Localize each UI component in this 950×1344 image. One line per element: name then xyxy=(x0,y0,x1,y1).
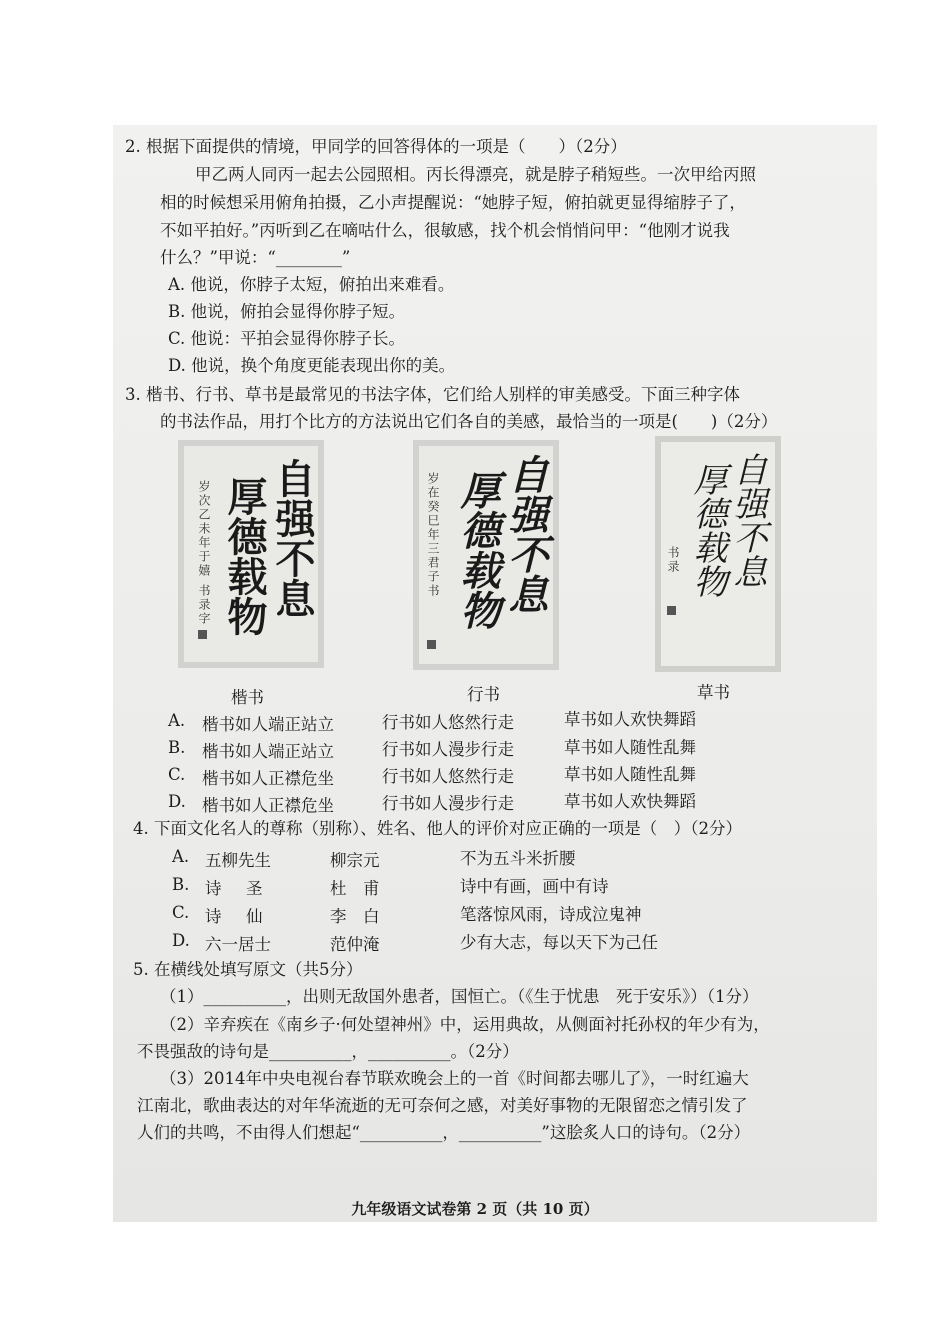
caoshu-col-2: 厚德载物 xyxy=(687,462,727,598)
option-evaluation: 少有大志，每以天下为己任 xyxy=(460,933,658,952)
q3-stem-line2: 的书法作品，用打个比方的方法说出它们各自的美感，最恰当的一项是( )（2分） xyxy=(160,412,778,431)
option-letter: B. xyxy=(168,738,186,757)
option-letter: C. xyxy=(168,765,186,784)
q2-passage-line: 不如平拍好。”丙听到乙在嘀咕什么，很敏感，找个机会悄悄问甲：“他刚才说我 xyxy=(160,221,730,240)
option-kaishu: 楷书如人端正站立 xyxy=(202,715,334,734)
q2-option-b: B. 他说，俯拍会显得你脖子短。 xyxy=(168,302,406,321)
xingshu-col-2: 厚德载物 xyxy=(454,470,501,630)
q5-item-1: （1）__________，出则无敌国外患者，国恒亡。（《生于忧患 死于安乐》）（1分） xyxy=(160,987,759,1006)
page-footer: 九年级语文试卷第 2 页（共 10 页） xyxy=(351,1200,599,1218)
q5-item-3-cont: 人们的共鸣，不由得人们想起“__________，__________”这脍炙人口的诗句。（2分） xyxy=(137,1123,751,1142)
seal-stamp xyxy=(198,630,207,639)
option-title: 五柳先生 xyxy=(205,851,271,870)
option-caoshu: 草书如人随性乱舞 xyxy=(564,765,696,784)
option-evaluation: 诗中有画，画中有诗 xyxy=(460,877,609,896)
q5-item-2-cont: 不畏强敌的诗句是__________，__________。（2分） xyxy=(137,1042,519,1061)
option-letter: B. xyxy=(172,875,190,894)
kaishu-inscription: 岁次乙未年于嬉 书录字 xyxy=(197,480,211,626)
option-kaishu: 楷书如人端正站立 xyxy=(202,742,334,761)
option-letter: D. xyxy=(168,792,186,811)
q2-option-c: C. 他说：平拍会显得你脖子长。 xyxy=(168,329,406,348)
caption-kaishu: 楷书 xyxy=(231,688,264,707)
option-xingshu: 行书如人悠然行走 xyxy=(382,713,514,732)
caption-xingshu: 行书 xyxy=(467,685,500,704)
caoshu-inscription: 书录 xyxy=(666,546,680,574)
calligraphy-kaishu-image xyxy=(178,440,324,668)
option-kaishu: 楷书如人正襟危坐 xyxy=(202,796,334,815)
option-evaluation: 笔落惊风雨，诗成泣鬼神 xyxy=(460,905,642,924)
option-letter: C. xyxy=(172,903,190,922)
option-title: 六一居士 xyxy=(205,935,271,954)
option-letter: D. xyxy=(172,931,190,950)
calligraphy-caoshu-image xyxy=(655,436,781,672)
q5-item-3-cont: 江南北，歌曲表达的对年华流逝的无可奈何之感，对美好事物的无限留恋之情引发了 xyxy=(137,1096,748,1115)
seal-stamp xyxy=(667,606,676,615)
q5-item-2: （2）辛弃疾在《南乡子·何处望神州》中，运用典故，从侧面衬托孙权的年少有为， xyxy=(160,1015,770,1034)
option-name: 柳宗元 xyxy=(330,851,380,870)
option-evaluation: 不为五斗米折腰 xyxy=(460,849,576,868)
option-name: 杜 甫 xyxy=(330,879,380,898)
option-xingshu: 行书如人悠然行走 xyxy=(382,767,514,786)
q3-stem-line1: 3. 楷书、行书、草书是最常见的书法字体，它们给人别样的审美感受。下面三种字体 xyxy=(125,385,740,404)
option-caoshu: 草书如人随性乱舞 xyxy=(564,738,696,757)
caption-caoshu: 草书 xyxy=(697,683,730,702)
option-title: 诗 圣 xyxy=(205,879,267,898)
q2-stem: 2. 根据下面提供的情境，甲同学的回答得体的一项是（ ）（2分） xyxy=(125,137,627,156)
kaishu-col-1: 自强不息 xyxy=(269,458,316,618)
option-caoshu: 草书如人欢快舞蹈 xyxy=(564,710,696,729)
q2-option-d: D. 他说，换个角度更能表现出你的美。 xyxy=(168,356,456,375)
calligraphy-xingshu-image xyxy=(413,440,559,670)
q2-option-a: A. 他说，你脖子太短，俯拍出来难看。 xyxy=(168,275,455,294)
q2-passage-line: 甲乙两人同丙一起去公园照相。丙长得漂亮，就是脖子稍短些。一次甲给丙照 xyxy=(195,165,756,184)
xingshu-inscription: 岁在癸巳年三君子书 xyxy=(426,472,440,598)
option-name: 李 白 xyxy=(330,907,380,926)
xingshu-col-1: 自强不息 xyxy=(502,454,549,614)
option-name: 范仲淹 xyxy=(330,935,380,954)
option-caoshu: 草书如人欢快舞蹈 xyxy=(564,792,696,811)
option-kaishu: 楷书如人正襟危坐 xyxy=(202,769,334,788)
q5-item-3: （3）2014年中央电视台春节联欢晚会上的一首《时间都去哪儿了》，一时红遍大 xyxy=(160,1069,749,1088)
kaishu-col-2: 厚德载物 xyxy=(221,476,268,636)
caoshu-col-1: 自强不息 xyxy=(727,452,767,588)
option-letter: A. xyxy=(168,711,186,730)
q2-passage-line: 相的时候想采用俯角拍摄，乙小声提醒说：“她脖子短，俯拍就更显得缩脖子了， xyxy=(160,193,746,212)
option-title: 诗 仙 xyxy=(205,907,267,926)
option-xingshu: 行书如人漫步行走 xyxy=(382,740,514,759)
q2-passage-line: 什么？”甲说：“________” xyxy=(160,248,351,267)
q4-stem: 4. 下面文化名人的尊称（别称）、姓名、他人的评价对应正确的一项是（ ）（2分） xyxy=(133,819,742,838)
q5-stem: 5. 在横线处填写原文（共5分） xyxy=(133,960,363,979)
option-xingshu: 行书如人漫步行走 xyxy=(382,794,514,813)
option-letter: A. xyxy=(172,847,190,866)
seal-stamp xyxy=(427,640,436,649)
